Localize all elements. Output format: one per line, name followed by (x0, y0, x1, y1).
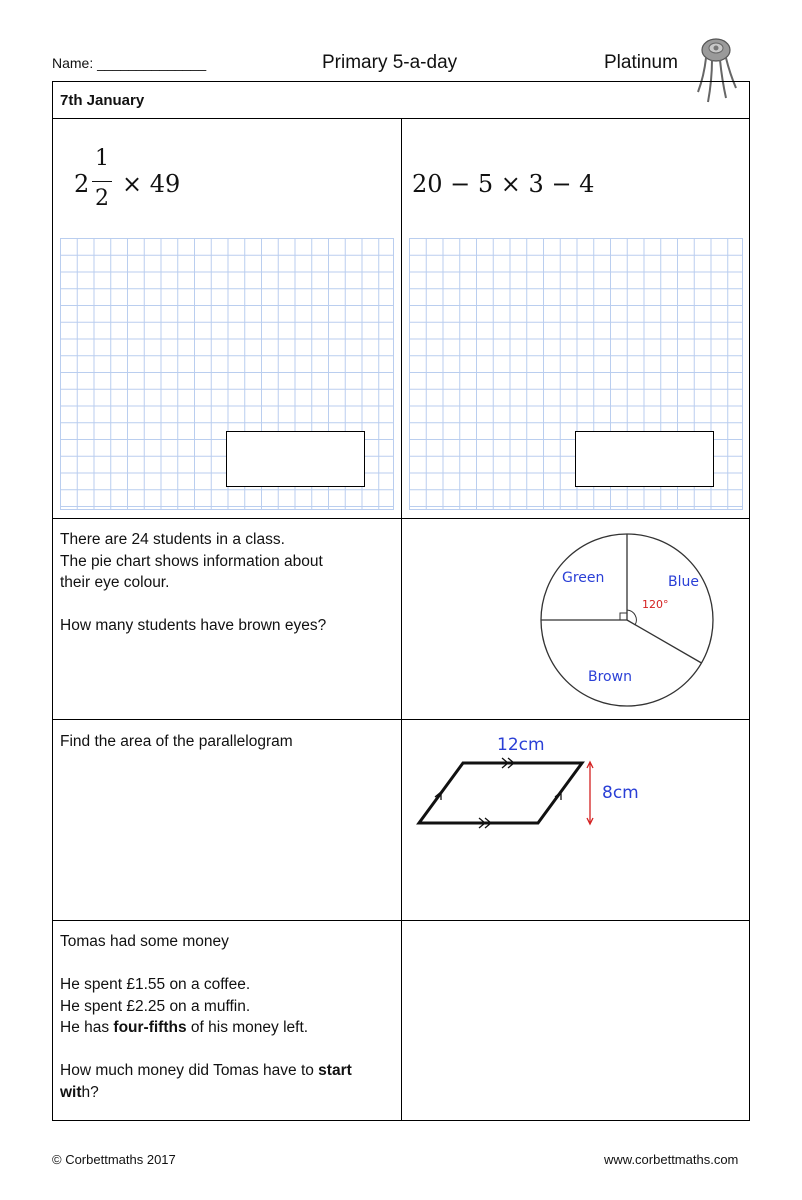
q2-answer-box[interactable] (575, 431, 714, 487)
q5-text (60, 931, 396, 1103)
q1-answer-box[interactable] (226, 431, 365, 487)
slice-label-green: Green (562, 570, 605, 586)
level-label: Platinum (604, 52, 678, 73)
q4-text: Find the area of the parallelogram (60, 733, 293, 750)
parallelogram-height-label: 8cm (602, 783, 639, 803)
slice-label-brown: Brown (588, 669, 632, 685)
q1-multiplier: × 49 (122, 170, 181, 198)
slice-label-blue: Blue (668, 574, 699, 590)
angle-label: 120° (642, 598, 669, 611)
q2-expression: 20 − 5 × 3 − 4 (412, 170, 595, 198)
q1-fraction-bar (92, 181, 112, 182)
website-link[interactable]: www.corbettmaths.com (604, 1152, 739, 1167)
parallelogram-diagram (405, 722, 665, 842)
q5-question (60, 1060, 396, 1103)
q5-line-3: He spent £2.25 on a muffin. (60, 997, 251, 1015)
q5-line-2: He spent £1.55 on a coffee. (60, 976, 251, 993)
q3-text (60, 529, 390, 637)
q5-question-bold-2: wit (60, 1083, 82, 1101)
eye-colour-pie-chart (520, 520, 740, 720)
q3-question: How many students have brown eyes? (60, 617, 327, 634)
copyright-text: © Corbettmaths 2017 (52, 1152, 176, 1167)
q1-whole-number: 2 (74, 170, 90, 198)
q5-question-start: How much money did Tomas have to (60, 1062, 319, 1079)
q5-line-4 (60, 1017, 396, 1039)
q3-line-1: There are 24 students in a class. (60, 531, 285, 548)
q1-denominator: 2 (95, 186, 109, 211)
q1-numerator: 1 (95, 146, 109, 171)
q5-line-4-bold: four-fifths (113, 1019, 187, 1036)
date-row (52, 81, 750, 119)
q5-line-4-end: of his money left. (186, 1019, 309, 1036)
worksheet-date: 7th January (60, 92, 145, 109)
q5-line-4-start: He has (60, 1019, 114, 1036)
column-divider (401, 119, 402, 1121)
q3-line-2: The pie chart shows information about (60, 552, 323, 570)
worksheet-title: Primary 5-a-day (322, 52, 458, 73)
parallelogram-shape (419, 763, 582, 823)
q5-question-bold-1: start (318, 1062, 352, 1079)
q5-question-end: h? (81, 1083, 99, 1101)
q3-line-3: their eye colour. (60, 574, 170, 591)
name-field-label: Name: ______________ (52, 55, 207, 71)
parallelogram-base-label: 12cm (497, 735, 545, 755)
q5-line-1: Tomas had some money (60, 933, 229, 950)
